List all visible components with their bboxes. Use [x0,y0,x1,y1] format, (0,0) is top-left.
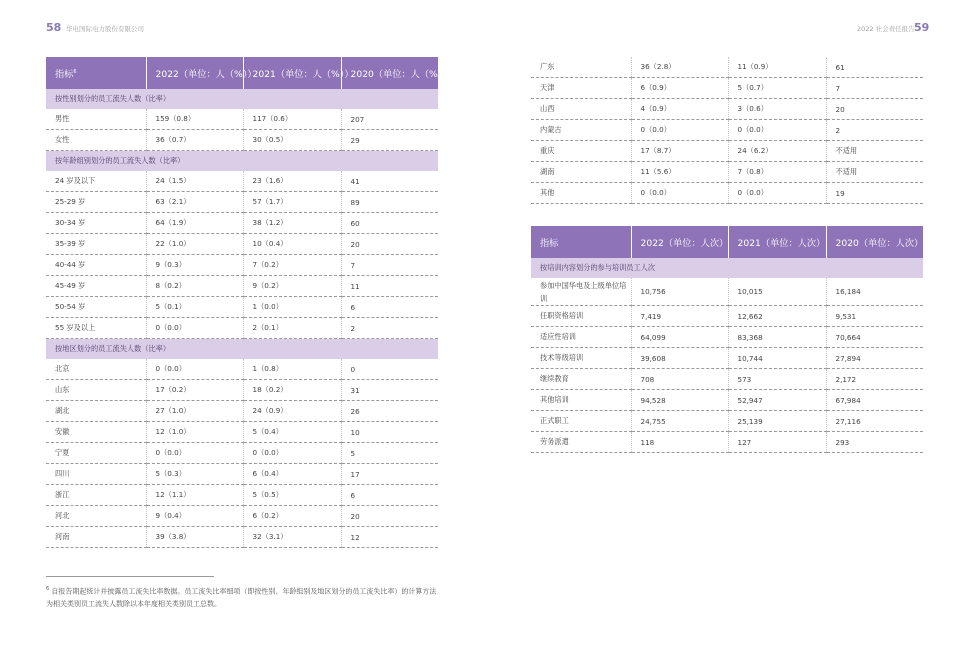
table-cell: 10 [341,422,438,443]
table-cell: 27,894 [826,348,923,369]
table-cell: 10,015 [728,278,826,306]
table-cell: 70,664 [826,327,923,348]
table-header-row [531,226,923,258]
table-cell: 6 [341,297,438,318]
table-cell: 64（1.9） [146,213,243,234]
table-cell: 293 [826,432,923,453]
table-cell: 39（3.8） [146,527,243,548]
table-cell: 7 [826,78,923,99]
table-cell: 24（0.9） [243,401,341,422]
table-cell: 5（0.4） [243,422,341,443]
row-label: 35-39 岁 [46,234,146,255]
table-cell: 20 [341,506,438,527]
table-cell: 64,099 [631,327,728,348]
row-label: 宁夏 [46,443,146,464]
table-cell: 1（0.8） [243,359,341,380]
table-cell: 0（0.0） [631,120,728,141]
table-row [531,390,923,411]
section-title: 按地区划分的员工流失人数（比率） [46,339,438,360]
table-cell: 39,608 [631,348,728,369]
row-label: 天津 [531,78,631,99]
section-header-row [531,258,923,278]
table-cell: 27（1.0） [146,401,243,422]
table-cell: 10（0.4） [243,234,341,255]
row-label: 55 岁及以上 [46,318,146,339]
table-cell: 17（8.7） [631,141,728,162]
table-row [531,141,923,162]
table-row [46,297,438,318]
row-label: 北京 [46,359,146,380]
section-header-row [46,89,438,109]
table-cell: 2 [826,120,923,141]
table-cell: 7（0.8） [728,162,826,183]
row-label: 四川 [46,464,146,485]
table-cell: 24（1.5） [146,171,243,192]
row-label: 继续教育 [531,369,631,390]
column-header-2022: 2022（单位：人次） [631,226,728,258]
table-row [46,464,438,485]
row-label: 技术等级培训 [531,348,631,369]
table-cell: 12,662 [728,306,826,327]
table-row [46,234,438,255]
row-label: 任职资格培训 [531,306,631,327]
table-cell: 0（0.0） [146,443,243,464]
table-cell: 83,368 [728,327,826,348]
section-title: 按培训内容划分的参与培训员工人次 [531,258,923,278]
table-row [46,213,438,234]
table-cell: 0 [341,359,438,380]
table-cell: 0（0.0） [243,443,341,464]
footnote-marker: 6 [46,586,50,592]
table-row [46,380,438,401]
table-row [46,318,438,339]
table-cell: 159（0.8） [146,109,243,130]
employee-turnover-table [46,57,452,548]
footnote [46,583,441,611]
table-cell: 20 [826,99,923,120]
table-cell: 0（0.0） [146,318,243,339]
table-cell: 0（0.0） [728,183,826,204]
table-cell: 5（0.7） [728,78,826,99]
table-cell: 0（0.0） [146,359,243,380]
table-row [46,109,438,130]
row-label: 女性 [46,130,146,151]
right-page-number: 59 [914,21,930,34]
table-row [531,278,923,306]
table-cell: 60 [341,213,438,234]
row-label: 其他培训 [531,390,631,411]
table-cell: 25,139 [728,411,826,432]
table-cell: 0（0.0） [728,120,826,141]
table-cell: 5 [341,443,438,464]
table-cell: 61 [826,57,923,78]
row-label: 重庆 [531,141,631,162]
row-label: 40-44 岁 [46,255,146,276]
row-label: 24 岁及以下 [46,171,146,192]
row-label: 正式职工 [531,411,631,432]
table-cell: 16,184 [826,278,923,306]
column-header-2020: 2020（单位：人（%）） [341,57,438,89]
table-cell: 7（0.2） [243,255,341,276]
table-row [46,527,438,548]
column-header-2021: 2021（单位：人（%）） [243,57,341,89]
table-cell: 6（0.9） [631,78,728,99]
table-cell: 708 [631,369,728,390]
table-cell: 17 [341,464,438,485]
row-label: 50-54 岁 [46,297,146,318]
table-cell: 10,744 [728,348,826,369]
table-cell: 22（1.0） [146,234,243,255]
footnote-marker: 6 [73,68,77,75]
table-cell: 9,531 [826,306,923,327]
table-cell: 17（0.2） [146,380,243,401]
table-cell: 30（0.5） [243,130,341,151]
column-header-indicator [46,57,146,89]
row-label: 河北 [46,506,146,527]
table-cell: 207 [341,109,438,130]
row-label: 30-34 岁 [46,213,146,234]
table-cell: 9（0.2） [243,276,341,297]
table-cell: 5（0.5） [243,485,341,506]
table-cell: 不适用 [826,141,923,162]
table-cell: 0（0.0） [631,183,728,204]
row-label: 浙江 [46,485,146,506]
table-row [531,120,923,141]
table-row [531,99,923,120]
table-cell: 29 [341,130,438,151]
table-cell: 24（6.2） [728,141,826,162]
column-header-2021: 2021（单位：人次） [728,226,826,258]
row-label: 湖北 [46,401,146,422]
table-cell: 20 [341,234,438,255]
table-cell: 38（1.2） [243,213,341,234]
table-cell: 3（0.6） [728,99,826,120]
row-label: 内蒙古 [531,120,631,141]
table-row [46,171,438,192]
left-running-title: 华电国际电力股份有限公司 [66,25,144,33]
table-row [46,359,438,380]
section-title: 按年龄组别划分的员工流失人数（比率） [46,151,438,172]
section-title: 按性别划分的员工流失人数（比率） [46,89,438,109]
section-header-row [46,151,438,172]
column-header-2022: 2022（单位：人（%）） [146,57,243,89]
table-row [531,57,923,78]
table-cell: 7,419 [631,306,728,327]
table-cell: 36（0.7） [146,130,243,151]
table-row [46,506,438,527]
table-row [531,78,923,99]
table-cell: 24,755 [631,411,728,432]
row-label: 男性 [46,109,146,130]
table-cell: 89 [341,192,438,213]
table-cell: 19 [826,183,923,204]
table-row [46,401,438,422]
table-cell: 118 [631,432,728,453]
row-label: 广东 [531,57,631,78]
table-cell: 57（1.7） [243,192,341,213]
table-row [46,192,438,213]
table-row [46,443,438,464]
table-cell: 5（0.3） [146,464,243,485]
table-cell: 573 [728,369,826,390]
table-cell: 67,984 [826,390,923,411]
column-header-indicator: 指标 [531,226,631,258]
table-cell: 6（0.4） [243,464,341,485]
table-row [531,411,923,432]
table-cell: 2,172 [826,369,923,390]
table-cell: 9（0.4） [146,506,243,527]
row-label: 湖南 [531,162,631,183]
table-cell: 2 [341,318,438,339]
row-label: 山东 [46,380,146,401]
table-cell: 8（0.2） [146,276,243,297]
table-cell: 11 [341,276,438,297]
table-cell: 4（0.9） [631,99,728,120]
table-cell: 63（2.1） [146,192,243,213]
column-header-2020: 2020（单位：人次） [826,226,923,258]
table-cell: 11（0.9） [728,57,826,78]
table-cell: 31 [341,380,438,401]
table-row [46,276,438,297]
table-row [531,327,923,348]
table-row [531,162,923,183]
table-cell: 5（0.1） [146,297,243,318]
table-cell: 26 [341,401,438,422]
table-cell: 12（1.0） [146,422,243,443]
table-cell: 23（1.6） [243,171,341,192]
row-label: 参加中国华电及上级单位培训 [531,278,631,306]
table-cell: 7 [341,255,438,276]
table-cell: 10,756 [631,278,728,306]
table-row [46,422,438,443]
table-cell: 1（0.0） [243,297,341,318]
training-participation-table [531,226,923,453]
row-label: 劳务派遣 [531,432,631,453]
table-row [531,348,923,369]
table-cell: 127 [728,432,826,453]
right-running-title: 2022 社会责任报告 [857,25,915,33]
table-cell: 12（1.1） [146,485,243,506]
table-cell: 11（5.6） [631,162,728,183]
table-cell: 9（0.3） [146,255,243,276]
table-cell: 12 [341,527,438,548]
indicator-label: 指标 [55,69,74,80]
footnote-text: 自报告期起统计并披露员工流失比率数据。员工流失比率细项（即按性别、年龄组别及地区划分的员工流失比率）的计算方法为相关类别员工流失人数除以本年度相关类别员工总数。 [46,587,437,609]
row-label: 25-29 岁 [46,192,146,213]
table-row [46,130,438,151]
table-cell: 6（0.2） [243,506,341,527]
table-cell: 18（0.2） [243,380,341,401]
row-label: 安徽 [46,422,146,443]
table-header-row [46,57,438,89]
table-cell: 117（0.6） [243,109,341,130]
table-cell: 52,947 [728,390,826,411]
row-label: 适应性培训 [531,327,631,348]
table-cell: 27,116 [826,411,923,432]
table-row [46,485,438,506]
table-cell: 94,528 [631,390,728,411]
footnote-divider [46,576,214,577]
table-cell: 36（2.8） [631,57,728,78]
table-cell: 2（0.1） [243,318,341,339]
table-cell: 不适用 [826,162,923,183]
left-page-number: 58 [46,21,62,34]
table-cell: 32（3.1） [243,527,341,548]
row-label: 其他 [531,183,631,204]
section-header-row [46,339,438,360]
table-row [531,183,923,204]
table-row [531,369,923,390]
table-row [531,432,923,453]
row-label: 河南 [46,527,146,548]
table-cell: 6 [341,485,438,506]
table-cell: 41 [341,171,438,192]
table-row [531,306,923,327]
row-label: 山西 [531,99,631,120]
turnover-by-region-continued-table [531,57,923,204]
row-label: 45-49 岁 [46,276,146,297]
table-row [46,255,438,276]
